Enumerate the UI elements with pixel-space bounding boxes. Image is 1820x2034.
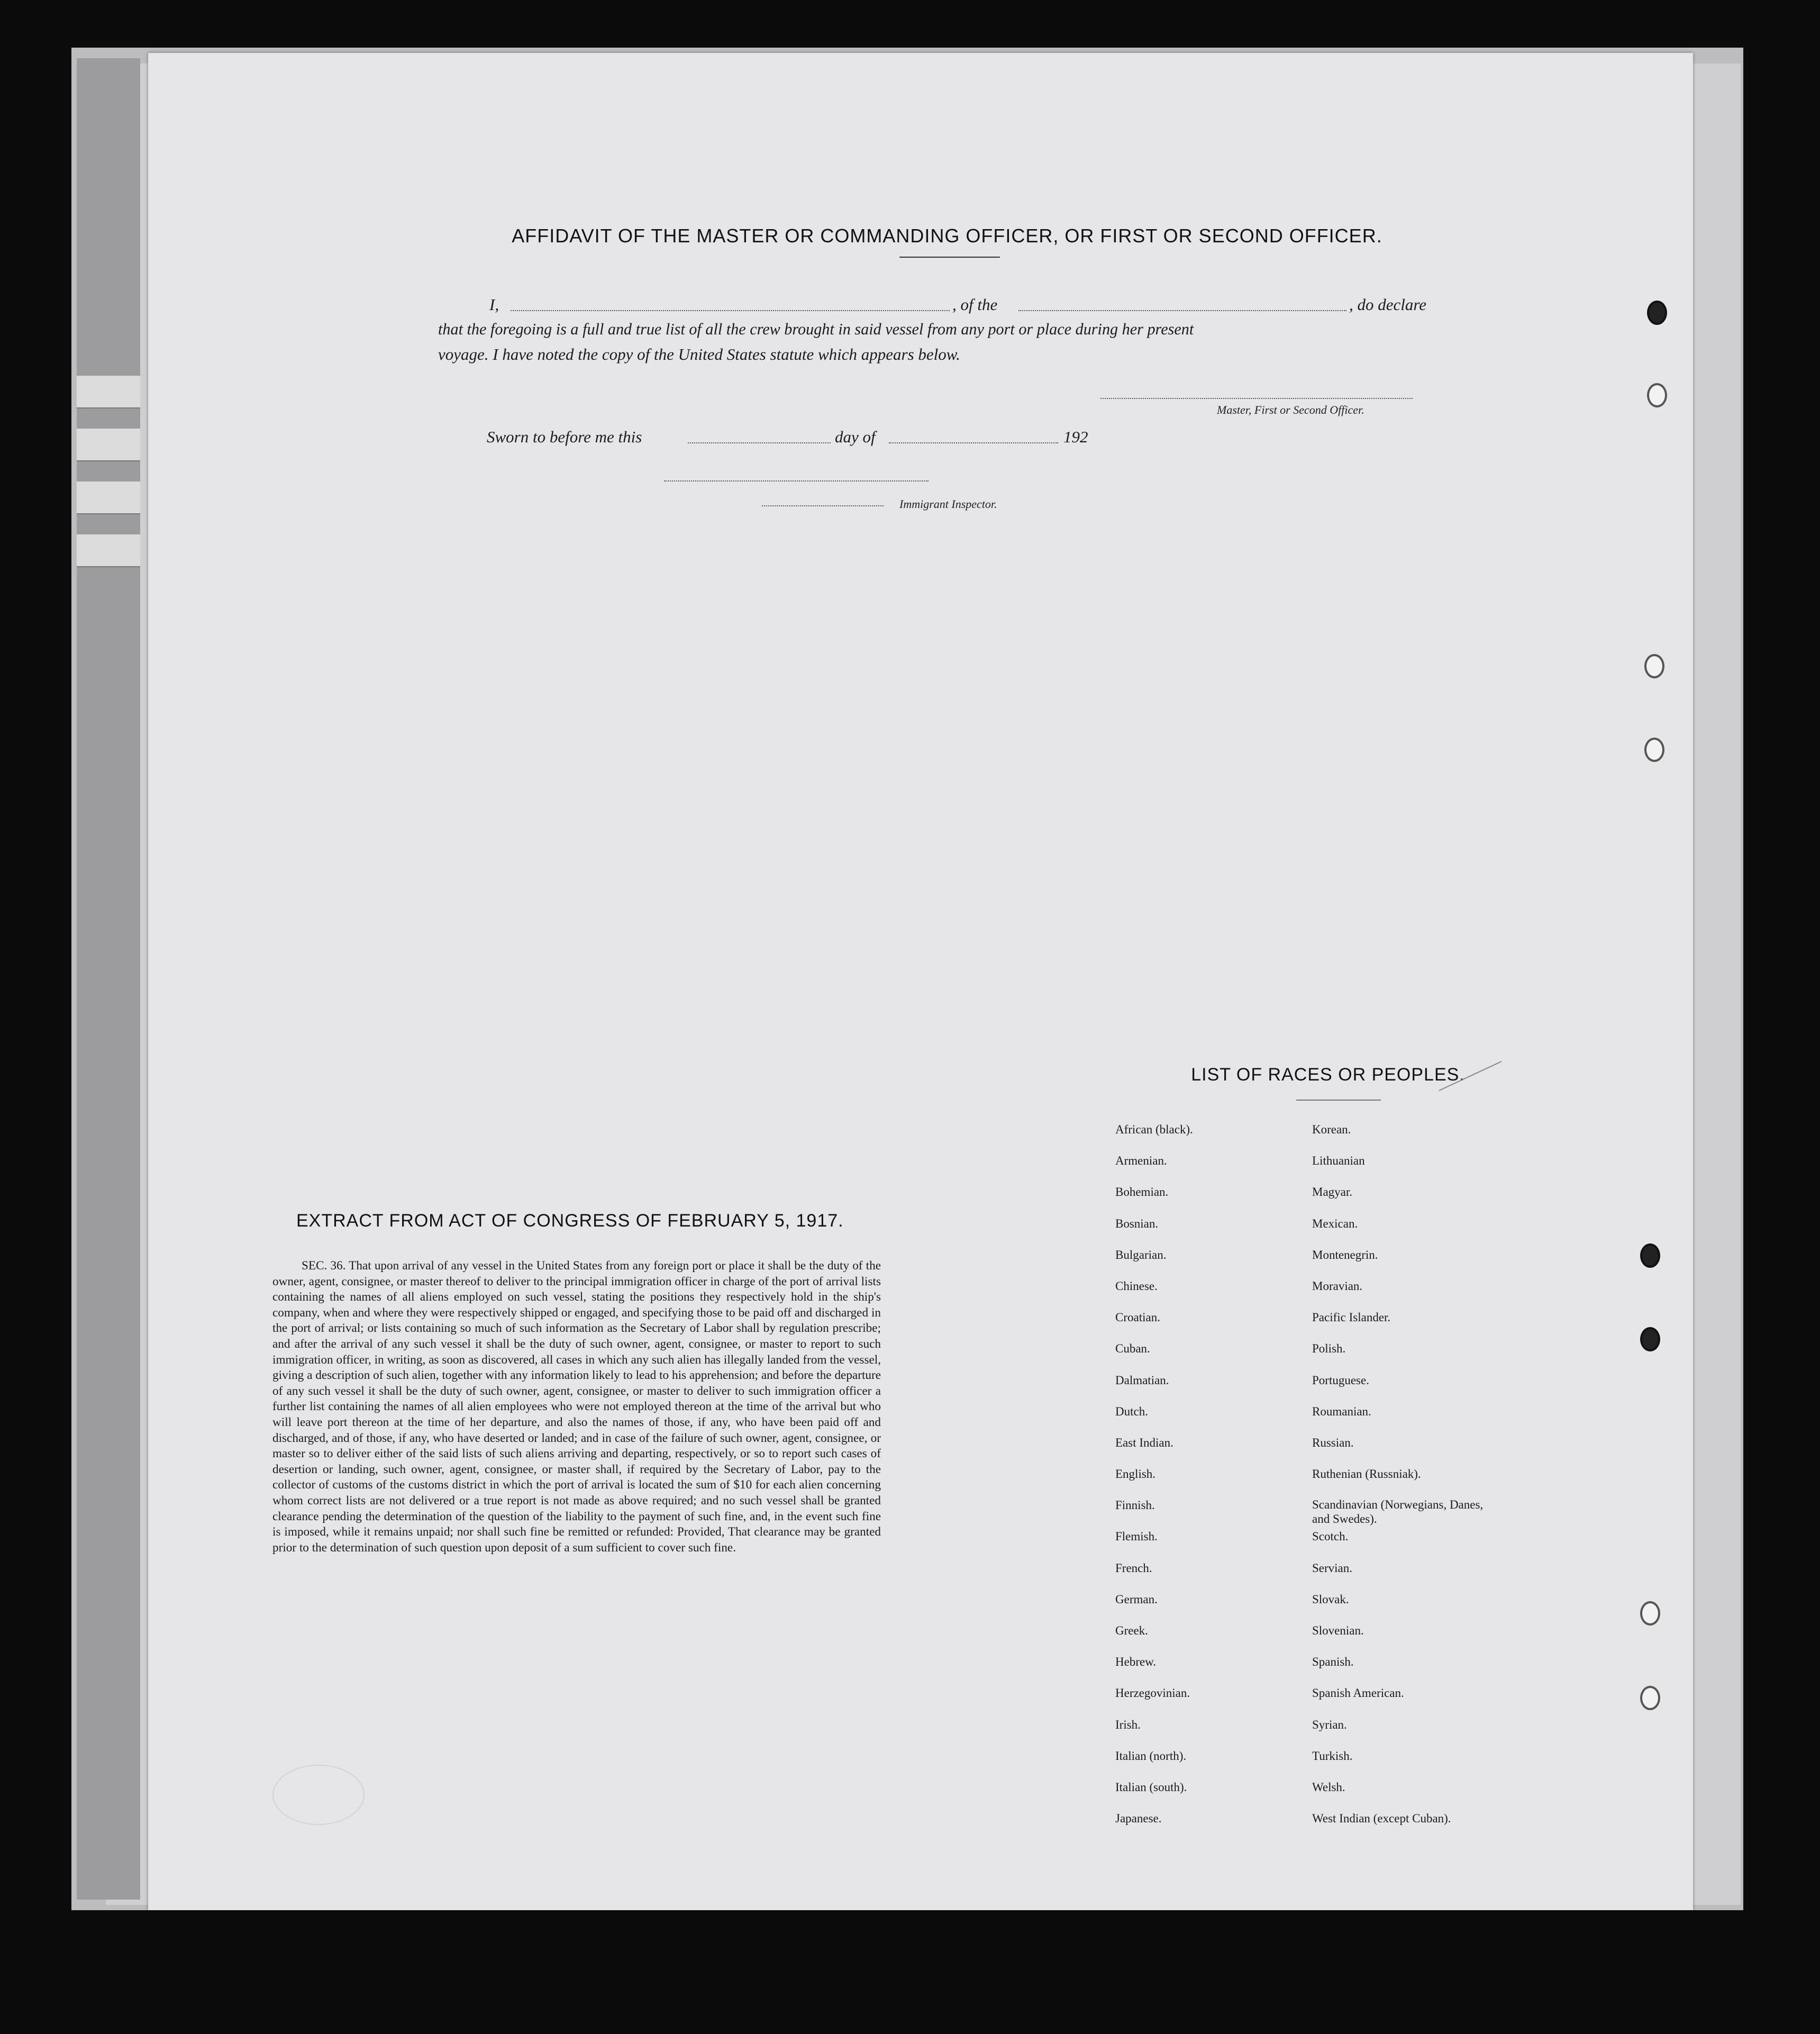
race-item: Hebrew. xyxy=(1115,1655,1157,1669)
race-item: French. xyxy=(1115,1561,1152,1575)
punch-hole xyxy=(1640,1601,1660,1626)
race-item: Montenegrin. xyxy=(1312,1248,1378,1261)
race-item: Moravian. xyxy=(1312,1279,1363,1293)
punch-hole xyxy=(1647,383,1667,407)
race-item: Pacific Islander. xyxy=(1312,1311,1391,1324)
master-caption: Master, First or Second Officer. xyxy=(1217,403,1364,416)
race-item: Slovak. xyxy=(1312,1592,1349,1606)
inspector-caption: Immigrant Inspector. xyxy=(899,497,997,511)
race-item: Russian. xyxy=(1312,1436,1354,1449)
race-item: Croatian. xyxy=(1115,1311,1160,1324)
race-item: Bohemian. xyxy=(1115,1185,1169,1199)
vessel-blank xyxy=(1018,310,1346,311)
race-item: Herzegovinian. xyxy=(1115,1686,1190,1700)
race-item: Italian (north). xyxy=(1115,1749,1187,1763)
race-item: Portuguese. xyxy=(1312,1373,1369,1387)
race-item: Irish. xyxy=(1115,1718,1141,1731)
affidavit-declare: , do declare xyxy=(1349,295,1427,314)
race-item: East Indian. xyxy=(1115,1436,1173,1449)
inspector-blank xyxy=(762,505,884,506)
race-item: Armenian. xyxy=(1115,1154,1167,1168)
month-blank xyxy=(889,442,1058,443)
signature-blank xyxy=(1100,398,1413,399)
affidavit-of-the: , of the xyxy=(952,295,998,314)
race-item: Dutch. xyxy=(1115,1404,1148,1418)
race-item: Chinese. xyxy=(1115,1279,1158,1293)
race-item: Lithuanian xyxy=(1312,1154,1365,1168)
day-blank xyxy=(688,442,831,443)
punch-hole xyxy=(1640,1243,1660,1268)
race-item: Italian (south). xyxy=(1115,1780,1187,1794)
race-item: Korean. xyxy=(1312,1123,1351,1136)
name-blank xyxy=(511,310,950,311)
inspector-line xyxy=(664,480,929,482)
race-item: German. xyxy=(1115,1592,1158,1606)
race-item: Cuban. xyxy=(1115,1342,1150,1356)
race-item: Welsh. xyxy=(1312,1780,1345,1794)
races-left-column xyxy=(1115,1122,1193,1842)
punch-hole xyxy=(1647,301,1667,325)
left-page-edge xyxy=(77,58,140,1900)
race-item: Spanish American. xyxy=(1312,1686,1404,1700)
race-item: Polish. xyxy=(1312,1342,1346,1356)
extract-body: SEC. 36. That upon arrival of any vessel in the United States from any foreign port or place it shall be the duty of the owner, agent, consignee, or master thereof to deliver to the principal immigration officer in charge of the port of arrival lists containing the names of all aliens employed on such vessel, stating the positions they respectively hold in the ship's company, when and where they were respectively shipped or engaged, and specifying those to be paid off and discharged in the port of arrival; or lists containing so much of such information as the Secretary of Labor shall by regulation prescribe; and after the arrival of any such vessel it shall be the duty of such owner, agent, consignee, or master to report to such immigration officer, in writing, as soon as discovered, all cases in which any such alien has illegally landed from the vessel, giving a description of such alien, together with any information likely to lead to his apprehension; and before the departure of any such vessel it shall be the duty of such owner, agent, consignee, or master to deliver to such immigration officer a further list containing the names of all alien employees who were not employed thereon at the time of the arrival but who will leave port thereon at the time of her departure, and also the names of those, if any, who have been paid off and discharged, and of those, if any, who have deserted or landed; and in case of the failure of such owner, agent, consignee, or master so to deliver either of the said lists of such aliens arriving and departing, respectively, or so to report such cases of desertion or landing, such owner, agent, consignee, or master shall, if required by the Secretary of Labor, pay to the collector of customs of the customs district in which the port of arrival is located the sum of $10 for each alien concerning whom correct lists are not delivered or a true report is not made as above required; and no such vessel shall be granted clearance pending the determination of the question of the liability to the payment of such fine, and, in the event such fine is imposed, while it remains unpaid; nor shall such fine be remitted or refunded: Provided, That clearance may be granted prior to the determination of such question upon deposit of a sum sufficient to cover such fine. xyxy=(272,1259,881,1555)
races-title: LIST OF RACES OR PEOPLES. xyxy=(1191,1065,1465,1085)
punch-hole xyxy=(1644,654,1664,678)
day-of-text: day of xyxy=(835,428,876,446)
punch-hole xyxy=(1640,1327,1660,1351)
edge-tab xyxy=(77,429,140,461)
race-item: Magyar. xyxy=(1312,1185,1353,1199)
punch-hole xyxy=(1640,1686,1660,1710)
affidavit-line-3: voyage. I have noted the copy of the United States statute which appears below. xyxy=(438,345,960,364)
race-item: Ruthenian (Russniak). xyxy=(1312,1467,1421,1481)
race-item: Scotch. xyxy=(1312,1530,1349,1543)
affidavit-line-2: that the foregoing is a full and true list of all the crew brought in said vessel from any port or place during her present xyxy=(438,320,1194,338)
races-right-column xyxy=(1312,1122,1487,1842)
edge-tab xyxy=(77,534,140,567)
race-item: Japanese. xyxy=(1115,1812,1162,1826)
race-item: Syrian. xyxy=(1312,1718,1347,1731)
race-item: West Indian (except Cuban). xyxy=(1312,1812,1451,1826)
race-item: Mexican. xyxy=(1312,1216,1358,1230)
race-item: Turkish. xyxy=(1312,1749,1353,1763)
year-prefix: 192 xyxy=(1063,428,1088,446)
title-rule xyxy=(899,257,1000,258)
faded-stamp xyxy=(272,1765,365,1825)
races-rule xyxy=(1296,1100,1381,1101)
race-item: Servian. xyxy=(1312,1561,1353,1575)
race-item: Finnish. xyxy=(1115,1499,1155,1512)
race-item: English. xyxy=(1115,1467,1156,1481)
race-item: Greek. xyxy=(1115,1624,1148,1637)
edge-tab xyxy=(77,376,140,408)
race-item: Roumanian. xyxy=(1312,1404,1371,1418)
race-item: Spanish. xyxy=(1312,1655,1354,1669)
sworn-text: Sworn to before me this xyxy=(487,428,642,446)
race-item: Flemish. xyxy=(1115,1530,1158,1543)
extract-title: EXTRACT FROM ACT OF CONGRESS OF FEBRUARY 5, 1917. xyxy=(296,1211,844,1231)
race-item: Scandinavian (Norwegians, Danes, and Swedes). xyxy=(1312,1498,1484,1526)
affidavit-title: AFFIDAVIT OF THE MASTER OR COMMANDING OFFICER, OR FIRST OR SECOND OFFICER. xyxy=(512,225,1382,247)
edge-tab xyxy=(77,482,140,514)
race-item: African (black). xyxy=(1115,1123,1193,1136)
race-item: Dalmatian. xyxy=(1115,1373,1169,1387)
affidavit-i: I, xyxy=(489,295,499,314)
race-item: Bosnian. xyxy=(1115,1216,1159,1230)
race-item: Bulgarian. xyxy=(1115,1248,1167,1261)
punch-hole xyxy=(1644,738,1664,762)
race-item: Slovenian. xyxy=(1312,1624,1364,1637)
